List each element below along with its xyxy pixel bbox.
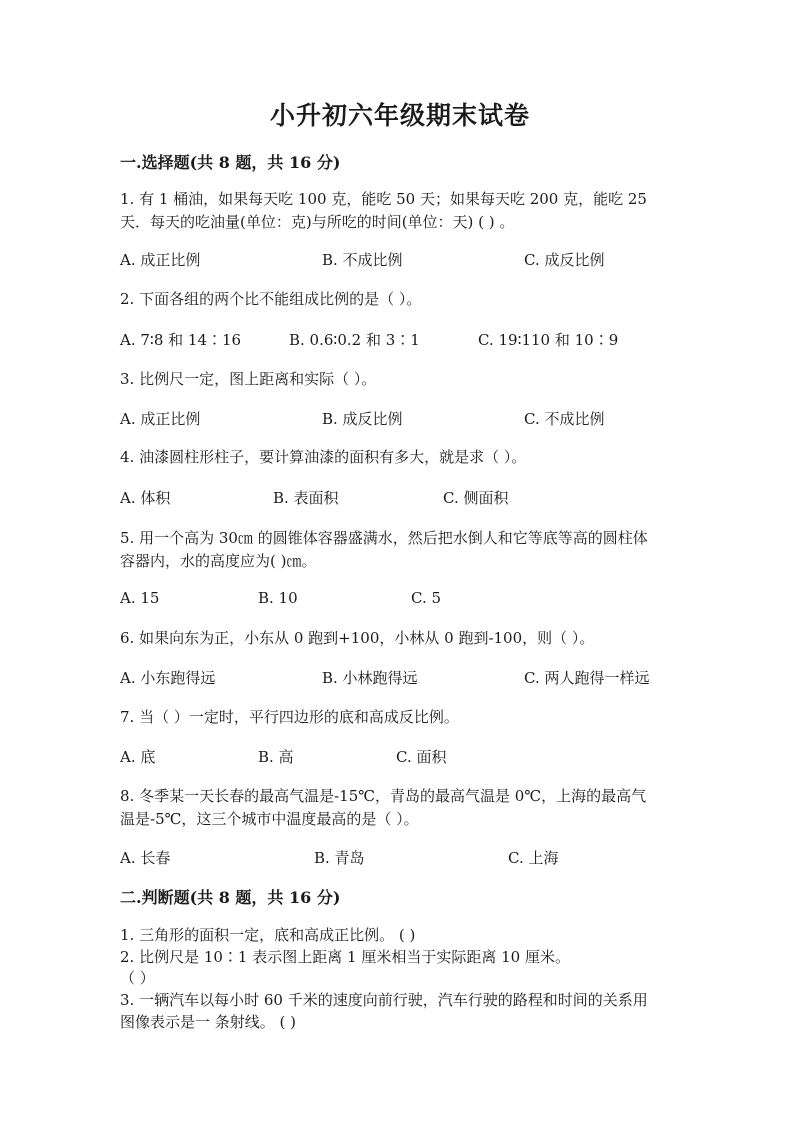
- judgment-line-5: 图像表示是一 条射线。 ( ): [120, 1013, 297, 1031]
- question-7-option-a: A. 底: [120, 748, 156, 766]
- question-2-option-b: B. 0.6∶0.2 和 3∶1: [289, 331, 420, 349]
- question-7-line-1: 7. 当（ ）一定时，平行四边形的底和高成反比例。: [120, 708, 459, 726]
- question-8-line-1: 8. 冬季某一天长春的最高气温是-15℃，青岛的最高气温是 0℃，上海的最高气: [120, 787, 647, 805]
- question-1-line-1: 1. 有 1 桶油，如果每天吃 100 克，能吃 50 天；如果每天吃 200 克，能吃 25: [120, 190, 647, 208]
- question-8-option-c: C. 上海: [508, 849, 559, 867]
- question-1-option-c: C. 成反比例: [524, 251, 605, 269]
- question-2-line-1: 2. 下面各组的两个比不能组成比例的是（ ）。: [120, 290, 422, 308]
- question-5-line-1: 5. 用一个高为 30㎝ 的圆锥体容器盛满水，然后把水倒人和它等底等高的圆柱体: [120, 529, 648, 547]
- question-5-option-a: A. 15: [120, 589, 160, 607]
- question-2-option-a: A. 7∶8 和 14∶16: [120, 331, 242, 349]
- question-4-option-c: C. 侧面积: [443, 489, 509, 507]
- question-2-option-c: C. 19∶110 和 10∶9: [478, 331, 619, 349]
- question-3-line-1: 3. 比例尺一定，图上距离和实际（ ）。: [120, 370, 377, 388]
- judgment-line-3: （ ）: [120, 969, 155, 987]
- question-6-option-c: C. 两人跑得一样远: [524, 669, 650, 687]
- question-6-line-1: 6. 如果向东为正，小东从 0 跑到+100，小林从 0 跑到-100，则（ ）。: [120, 629, 595, 647]
- question-8-option-a: A. 长春: [120, 849, 171, 867]
- question-1-line-2: 天．每天的吃油量(单位：克)与所吃的时间(单位：天) ( ) 。: [120, 213, 515, 231]
- question-7-option-b: B. 高: [258, 748, 294, 766]
- judgment-line-2: 2. 比例尺是 10∶1 表示图上距离 1 厘米相当于实际距离 10 厘米。: [120, 948, 570, 966]
- question-4-line-1: 4. 油漆圆柱形柱子，要计算油漆的面积有多大，就是求（ ）。: [120, 448, 527, 466]
- judgment-line-4: 3. 一辆汽车以每小时 60 千米的速度向前行驶，汽车行驶的路程和时间的关系用: [120, 991, 648, 1009]
- question-5-option-b: B. 10: [258, 589, 298, 607]
- question-3-option-c: C. 不成比例: [524, 410, 605, 428]
- question-8-option-b: B. 青岛: [314, 849, 365, 867]
- question-3-option-b: B. 成反比例: [322, 410, 403, 428]
- section-heading-judgment: 二.判断题(共 8 题，共 16 分): [120, 888, 341, 907]
- question-5-line-2: 容器内，水的高度应为( )㎝。: [120, 552, 317, 570]
- question-1-option-a: A. 成正比例: [120, 251, 201, 269]
- judgment-line-1: 1. 三角形的面积一定，底和高成正比例。 ( ): [120, 926, 416, 944]
- question-3-option-a: A. 成正比例: [120, 410, 201, 428]
- section-heading-choice: 一.选择题(共 8 题，共 16 分): [120, 153, 341, 172]
- question-4-option-a: A. 体积: [120, 489, 171, 507]
- question-7-option-c: C. 面积: [396, 748, 447, 766]
- page-title: 小升初六年级期末试卷: [269, 101, 530, 130]
- question-5-option-c: C. 5: [411, 589, 442, 607]
- question-4-option-b: B. 表面积: [273, 489, 339, 507]
- question-8-line-2: 温是-5℃，这三个城市中温度最高的是（ ）。: [120, 810, 419, 828]
- question-6-option-b: B. 小林跑得远: [322, 669, 418, 687]
- question-1-option-b: B. 不成比例: [322, 251, 403, 269]
- question-6-option-a: A. 小东跑得远: [120, 669, 216, 687]
